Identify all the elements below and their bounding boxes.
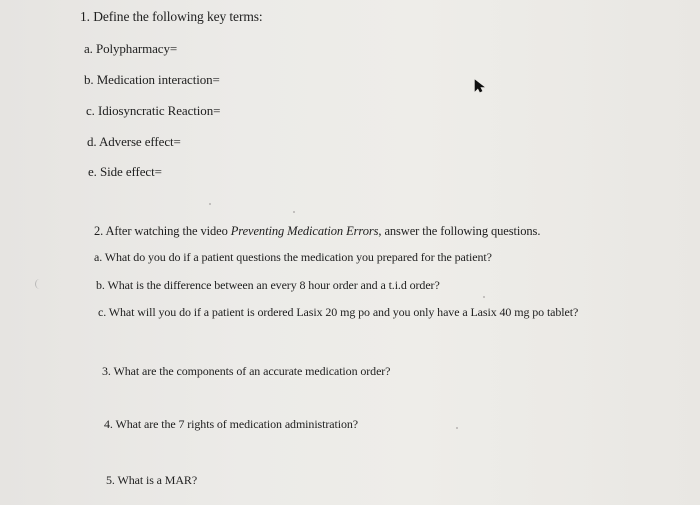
speck (483, 296, 485, 298)
q1-title: 1. Define the following key terms: (80, 9, 263, 24)
speck (209, 203, 211, 205)
q2-item-a: a. What do you do if a patient questions the medication you prepared for the patient? (94, 250, 492, 264)
q2-title (94, 223, 540, 239)
q2-title-suffix: , answer the following questions. (378, 224, 541, 238)
q2-video-title: Preventing Medication Errors (230, 224, 379, 238)
q2-title-prefix: 2. After watching the video (94, 224, 231, 238)
q1-item-a: a. Polypharmacy= (84, 41, 178, 56)
mouse-pointer-icon (474, 79, 486, 93)
q1-item-e: e. Side effect= (88, 164, 162, 179)
q1-item-c: c. Idiosyncratic Reaction= (86, 103, 221, 118)
q3-text: 3. What are the components of an accurate medication order? (102, 364, 391, 378)
q4-text: 4. What are the 7 rights of medication administration? (104, 417, 358, 431)
pen-mark (35, 279, 44, 289)
q5-text: 5. What is a MAR? (106, 473, 198, 487)
q2-item-b: b. What is the difference between an every 8 hour order and a t.i.d order? (96, 278, 440, 292)
speck (293, 211, 295, 213)
q1-item-b: b. Medication interaction= (84, 72, 220, 87)
q1-item-d: d. Adverse effect= (87, 134, 181, 149)
q2-item-c: c. What will you do if a patient is ordered Lasix 20 mg po and you only have a Lasix 40 mg po tablet? (98, 305, 579, 319)
speck (456, 427, 458, 429)
